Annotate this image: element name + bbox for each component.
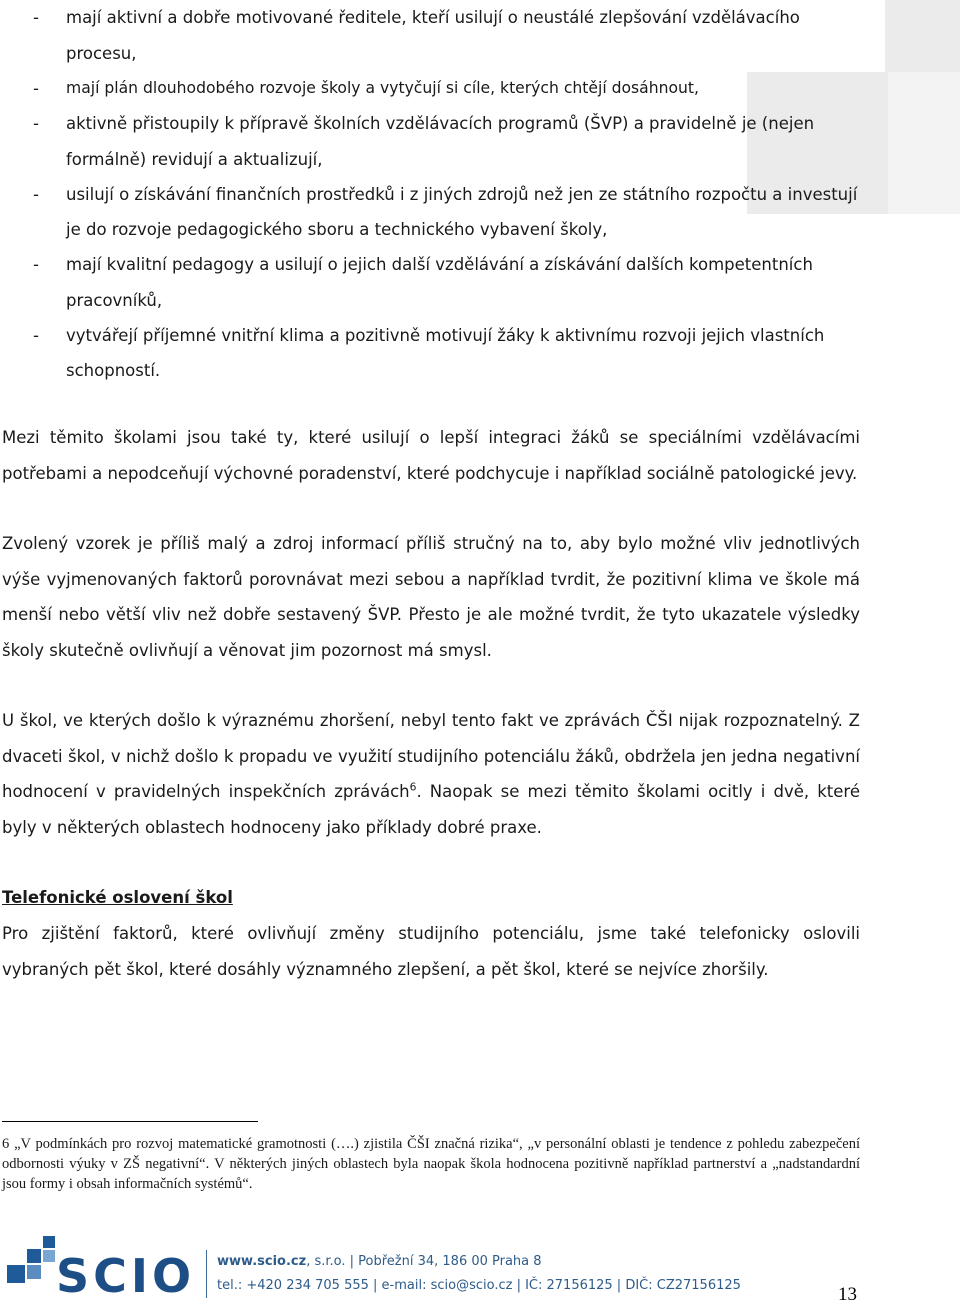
bullet-dash: - bbox=[33, 78, 39, 98]
footnote-reference[interactable]: 6 bbox=[409, 780, 417, 794]
list-item bbox=[0, 177, 862, 248]
list-item-text: mají plán dlouhodobého rozvoje školy a vytyčují si cíle, kterých chtějí dosáhnout, bbox=[66, 78, 699, 97]
page-number: 13 bbox=[838, 1284, 857, 1305]
bullet-dash: - bbox=[33, 255, 39, 274]
list-item bbox=[0, 71, 862, 107]
paragraph-text: . Naopak se mezi těmito školami ocitly i dvě, které byly v některých oblastech hodnoceny jako příklady dobré praxe. bbox=[2, 782, 860, 837]
bullet-dash: - bbox=[33, 8, 39, 27]
paragraph-sample-size: Zvolený vzorek je příliš malý a zdroj informací příliš stručný na to, aby bylo možné vliv jednotlivých výše vyjmenovaných faktorů porovnávat mezi sebou a například tvrdit, že pozitivní klima ve škole má menší nebo větší vliv než dobře sestavený ŠVP. Přesto je ale možné tvrdit, že tyto ukazatele výsledky školy skutečně ovlivňují a věnovat jim pozornost má smysl. bbox=[2, 534, 860, 660]
footnote bbox=[2, 1134, 860, 1194]
decorative-corner-block bbox=[885, 0, 960, 72]
list-item-text: aktivně přistoupily k přípravě školních vzdělávacích programů (ŠVP) a pravidelně je (nejen formálně) revidují a aktualizují, bbox=[66, 114, 815, 169]
list-item-text: vytvářejí příjemné vnitřní klima a pozitivně motivují žáky k aktivnímu rozvoji jejich vlastních schopností. bbox=[66, 325, 825, 380]
scio-logo bbox=[4, 1234, 190, 1296]
list-item bbox=[0, 247, 862, 318]
paragraph-phone-survey: Pro zjištění faktorů, které ovlivňují změny studijního potenciálu, jsme také telefonicky oslovili vybraných pět škol, které dosáhly významného zlepšení, a pět škol, které se nejvíce zhoršily. bbox=[2, 924, 860, 979]
list-item bbox=[0, 318, 862, 389]
scio-logo-mark bbox=[4, 1234, 190, 1296]
paragraph-text: U škol, ve kterých došlo k výraznému zhoršení, nebyl tento fakt ve zprávách ČŠI nijak rozpoznatelný. Z dvaceti škol, v nichž došlo k propadu ve využití studijního potenciálu žáků, obdržela jen jedna negativní hodnocení v pravidelných inspekčních zprávách bbox=[2, 711, 860, 801]
bullet-list bbox=[0, 0, 862, 388]
bullet-dash: - bbox=[33, 184, 39, 204]
decorative-corner-block bbox=[888, 72, 960, 214]
list-item bbox=[0, 0, 862, 71]
bullet-dash: - bbox=[33, 114, 39, 133]
footer-website-link[interactable]: www.scio.cz bbox=[217, 1254, 307, 1269]
footer-address bbox=[217, 1253, 542, 1271]
paragraph-integration: Mezi těmito školami jsou také ty, které usilují o lepší integraci žáků se speciálními vzdělávacími potřebami a nepodceňují výchovné poradenství, které podchycuje i například sociálně patologické jevy. bbox=[2, 428, 860, 483]
list-item bbox=[0, 106, 862, 177]
bullet-dash: - bbox=[33, 325, 39, 345]
footer-divider bbox=[206, 1250, 207, 1298]
list-item-text: mají kvalitní pedagogy a usilují o jejich další vzdělávání a získávání dalších kompetentních pracovníků, bbox=[66, 255, 813, 310]
footnote-divider bbox=[2, 1121, 258, 1122]
section-heading: Telefonické oslovení škol bbox=[2, 888, 233, 907]
list-item-text: usilují o získávání finančních prostředků i z jiných zdrojů než jen ze státního rozpočtu a investují je do rozvoje pedagogického sboru a technického vybavení školy, bbox=[66, 184, 858, 239]
logo-wordmark: SCIO bbox=[56, 1249, 190, 1296]
paragraph-csi-reports bbox=[2, 703, 860, 845]
footnote-number: 6 bbox=[2, 1136, 10, 1152]
footer-company: , s.r.o. | Pobřežní 34, 186 00 Praha 8 bbox=[306, 1254, 542, 1269]
footnote-text: „V podmínkách pro rozvoj matematické gramotnosti (….) zjistila ČŠI značná rizika“, „v personální oblasti je tendence z pohledu zabezpečení odbornosti výuky v ZŠ negativní“. V některých jiných oblastech byla naopak škola hodnocena pozitivně například partnerství a „nadstandardní jsou formy i obsah informačních systémů“. bbox=[2, 1136, 860, 1192]
footer-contact: tel.: +420 234 705 555 | e-mail: scio@scio.cz | IČ: 27156125 | DIČ: CZ27156125 bbox=[217, 1278, 741, 1293]
list-item-text: mají aktivní a dobře motivované ředitele, kteří usilují o neustálé zlepšování vzdělávacího procesu, bbox=[66, 8, 800, 63]
